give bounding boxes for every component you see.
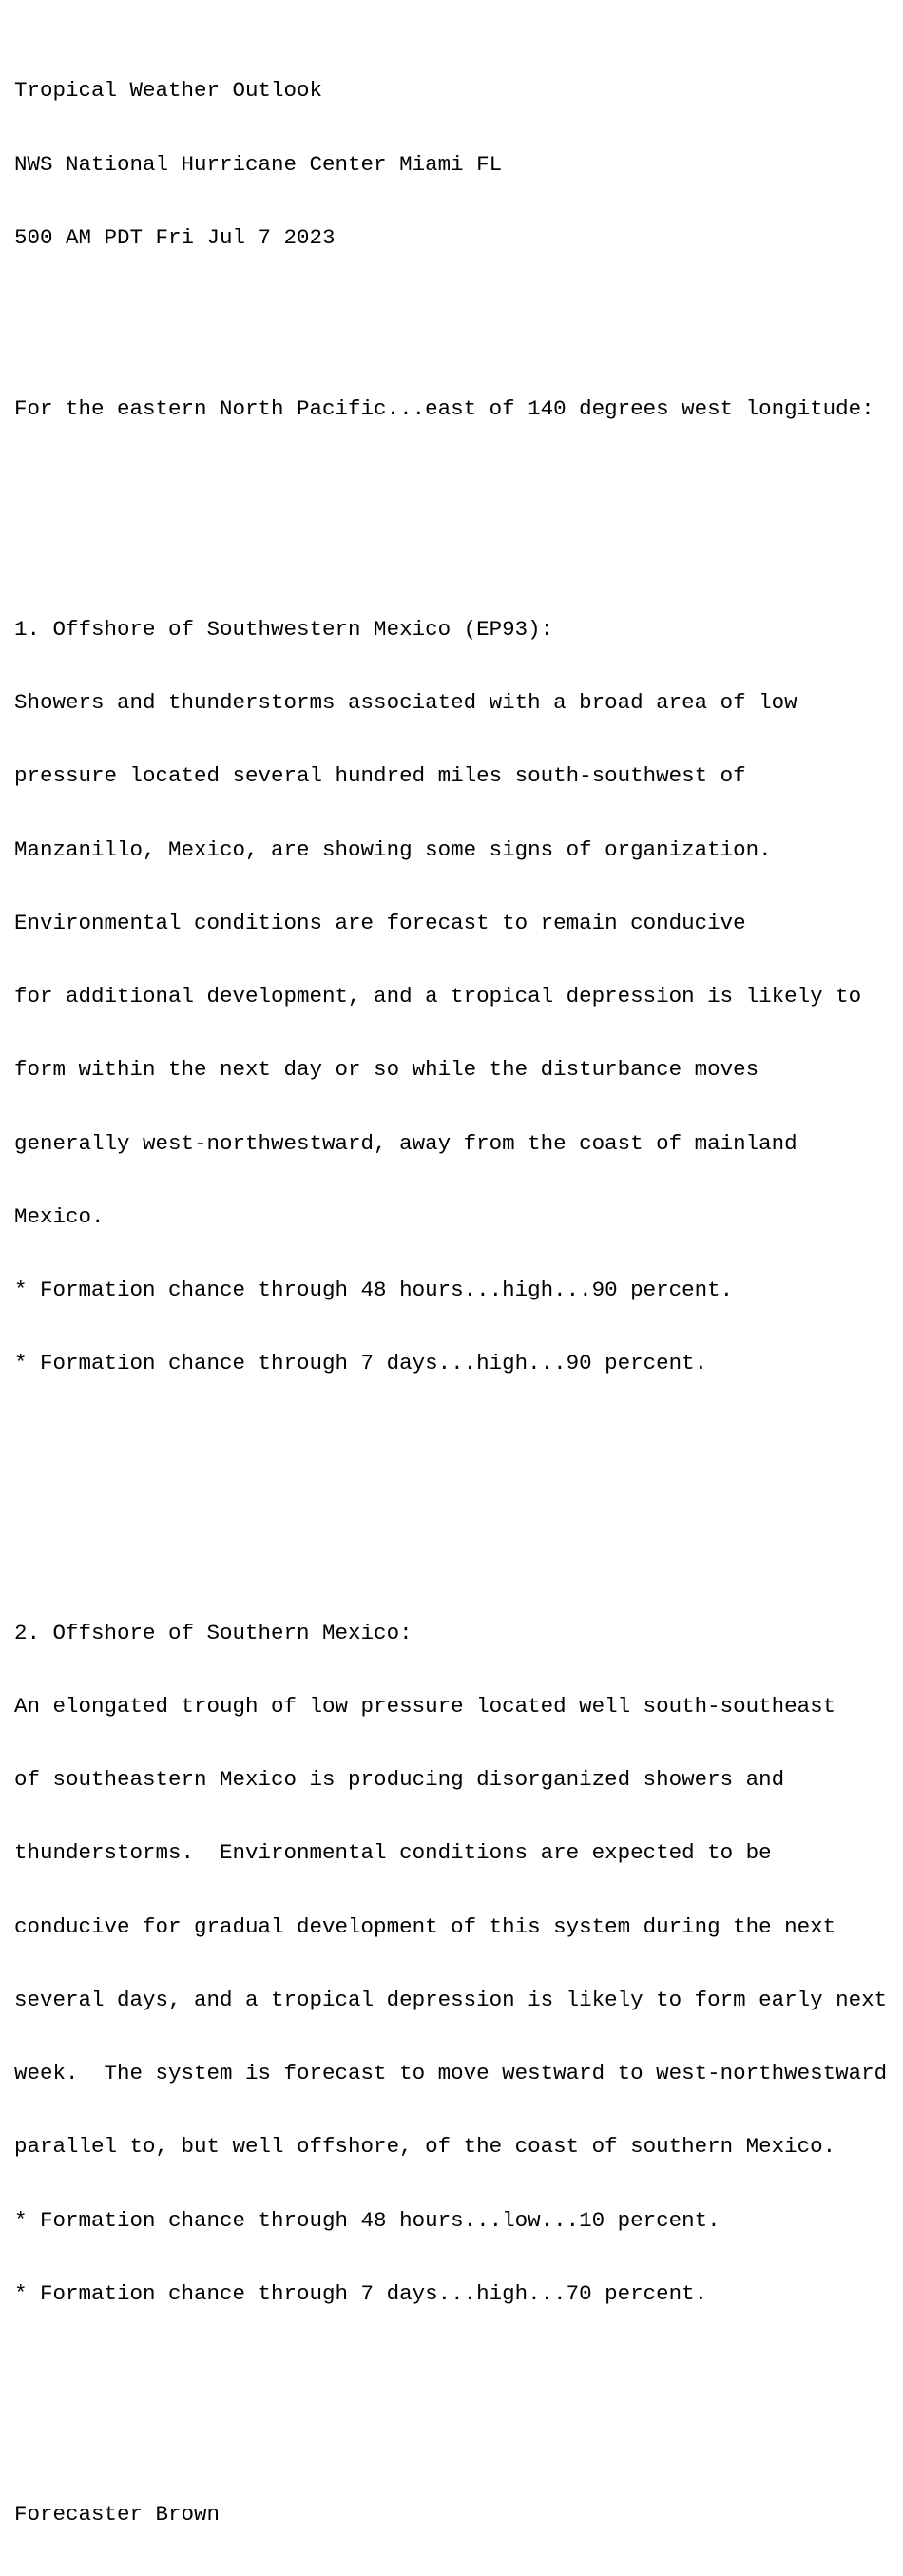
issuing-office: NWS National Hurricane Center Miami FL: [14, 151, 503, 177]
issue-time: 500 AM PDT Fri Jul 7 2023: [14, 224, 336, 250]
system-1-section: [14, 568, 898, 1425]
system-1-formation-chance-7d: * Formation chance through 7 days...high...90 percent.: [14, 1351, 708, 1376]
system-1-body-line: pressure located several hundred miles south-southwest of: [14, 763, 746, 789]
system-2-body-line: week. The system is forecast to move westward to west-northwestward: [14, 2061, 888, 2086]
blank-line: [14, 299, 898, 324]
system-2-body-line: several days, and a tropical depression is likely to form early next: [14, 1987, 888, 2012]
system-1-body-line: Mexico.: [14, 1203, 105, 1229]
system-1-body-line: Manzanillo, Mexico, are showing some signs of organization.: [14, 836, 772, 862]
region-statement: For the eastern North Pacific...east of 140 degrees west longitude:: [14, 396, 874, 421]
system-1-body-line: for additional development, and a tropical depression is likely to: [14, 984, 862, 1009]
system-2-body-line: thunderstorms. Environmental conditions are expected to be: [14, 1840, 772, 1866]
system-1-body-line: form within the next day or so while the disturbance moves: [14, 1057, 759, 1083]
blank-line: [14, 471, 898, 495]
system-2-section: [14, 1572, 898, 2355]
system-1-body-line: Showers and thunderstorms associated with a broad area of low: [14, 690, 797, 715]
system-2-formation-chance-7d: * Formation chance through 7 days...high...70 percent.: [14, 2280, 708, 2306]
blank-line: [14, 2405, 898, 2430]
system-2-heading: 2. Offshore of Southern Mexico:: [14, 1620, 413, 1645]
system-2-body-line: of southeastern Mexico is producing disorganized showers and: [14, 1767, 785, 1792]
blank-line: [14, 1474, 898, 1499]
system-1-body-line: generally west-northwestward, away from the coast of mainland: [14, 1130, 797, 1156]
system-2-body-line: parallel to, but well offshore, of the coast of southern Mexico.: [14, 2134, 836, 2160]
system-2-body-line: conducive for gradual development of this system during the next: [14, 1913, 836, 1939]
system-2-formation-chance-48h: * Formation chance through 48 hours...low...10 percent.: [14, 2207, 720, 2233]
system-1-formation-chance-48h: * Formation chance through 48 hours...high...90 percent.: [14, 1278, 734, 1302]
document-title: Tropical Weather Outlook: [14, 78, 323, 104]
system-2-body-line: An elongated trough of low pressure located well south-southeast: [14, 1693, 836, 1719]
forecaster-signature: Forecaster Brown: [14, 2501, 221, 2527]
system-1-body-line: Environmental conditions are forecast to remain conducive: [14, 910, 746, 935]
tropical-weather-outlook-document: [14, 6, 898, 2576]
system-1-heading: 1. Offshore of Southwestern Mexico (EP93):: [14, 616, 554, 642]
